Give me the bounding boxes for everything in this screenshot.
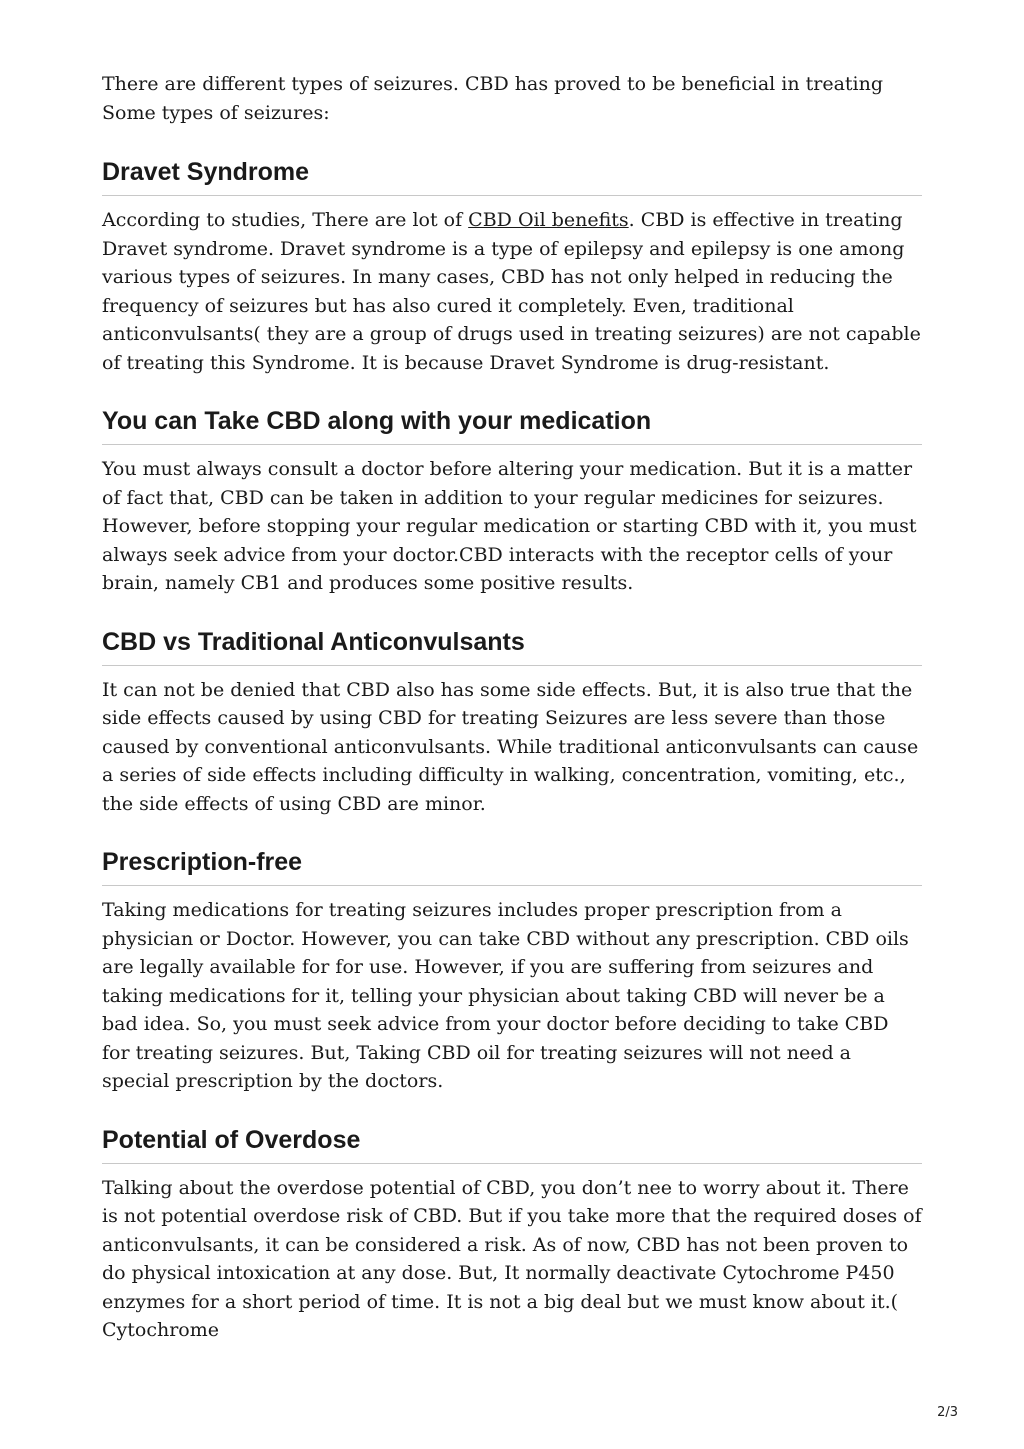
section-paragraph: You must always consult a doctor before altering your medication. But it is a matter of fact that, CBD can be taken in addition to your regular medicines for seizures. However, before stopping your regular medication or starting CBD with it, you must always seek advice from your doctor.CBD interacts with the receptor cells of your brain, namely CB1 and produces some positive results. — [102, 458, 917, 594]
intro-paragraph: There are different types of seizures. CBD has proved to be beneficial in treating Some types of seizures: — [102, 73, 884, 124]
section-heading: Dravet Syndrome — [102, 157, 922, 196]
cbd-oil-benefits-link[interactable]: CBD Oil benefits — [468, 209, 629, 231]
section-heading: CBD vs Traditional Anticonvulsants — [102, 627, 922, 666]
section-take-cbd-with-medication — [102, 406, 922, 598]
page-number: 2/3 — [937, 1405, 958, 1420]
section-paragraph: Taking medications for treating seizures includes proper prescription from a physician or Doctor. However, you can take CBD without any prescription. CBD oils are legally available for for use. However, if you are suffering from seizures and taking medications for it, telling your physician about taking CBD will never be a bad idea. So, you must seek advice from your doctor before deciding to take CBD for treating seizures. But, Taking CBD oil for treating seizures will not need a special prescription by the doctors. — [102, 899, 909, 1092]
section-prescription-free — [102, 847, 922, 1096]
section-heading: You can Take CBD along with your medication — [102, 406, 922, 445]
section-potential-of-overdose — [102, 1125, 922, 1345]
section-paragraph: It can not be denied that CBD also has some side effects. But, it is also true that the side effects caused by using CBD for treating Seizures are less severe than those caused by conventional anticonvulsants. While traditional anticonvulsants can cause a series of side effects including difficulty in walking, concentration, vomiting, etc., the side effects of using CBD are minor. — [102, 678, 919, 815]
paragraph-text: . CBD is effective in treating Dravet syndrome. Dravet syndrome is a type of epilepsy and epilepsy is one among various types of seizures. In many cases, CBD has not only helped in reducing the frequency of seizures but has also cured it completely. Even, traditional anticonvulsants( they are a group of drugs used in treating seizures) are not capable of treating this Syndrome. It is because Dravet Syndrome is drug-resistant. — [102, 209, 921, 374]
section-paragraph: Talking about the overdose potential of CBD, you don’t nee to worry about it. There is not potential overdose risk of CBD. But if you take more that the required doses of anticonvulsants, it can be considered a risk. As of now, CBD has not been proven to do physical intoxication at any dose. But, It normally deactivate Cytochrome P450 enzymes for a short period of time. It is not a big deal but we must know about it.( Cytochrome — [102, 1176, 922, 1341]
section-heading: Prescription-free — [102, 847, 922, 886]
section-paragraph — [102, 206, 922, 377]
section-dravet-syndrome — [102, 157, 922, 377]
section-cbd-vs-anticonvulsants — [102, 627, 922, 819]
document-page — [102, 70, 922, 1374]
section-heading: Potential of Overdose — [102, 1125, 922, 1164]
paragraph-text: According to studies, There are lot of — [102, 209, 469, 231]
